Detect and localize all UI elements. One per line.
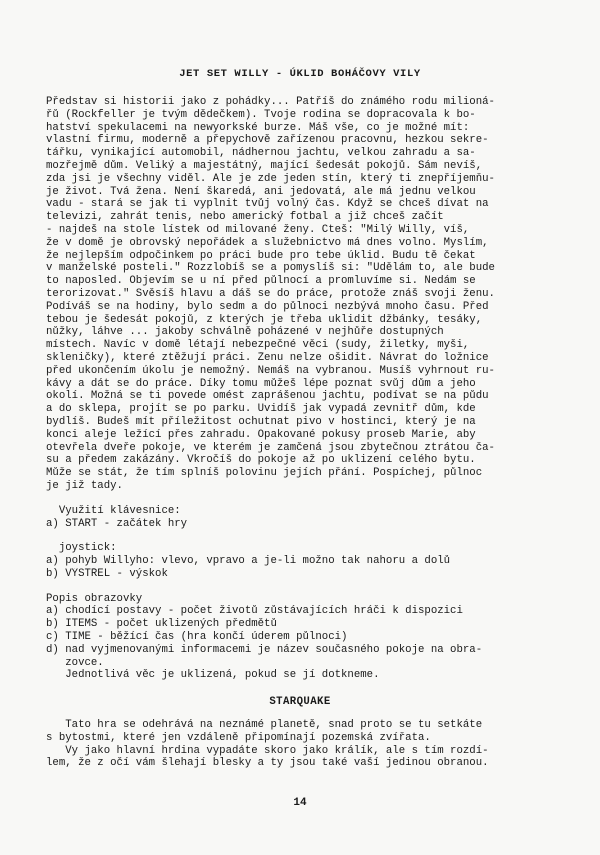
text-line: terorizovat." Svěsíš hlavu a dáš se do práce, protože znáš svoji ženu. [46, 287, 495, 300]
keyboard-controls [46, 505, 554, 531]
text-line: c) TIME - běžící čas (hra končí úderem půlnoci) [46, 631, 348, 644]
page-number: 14 [293, 797, 307, 809]
text-line: Popis obrazovky [46, 592, 143, 605]
text-line: vlastní firmu, moderně a přepychově zařízenou pracovnu, hezkou sekre- [46, 134, 489, 147]
article-title: JET SET WILLY - ÚKLID BOHÁČOVY VILY [179, 68, 421, 80]
starquake-paragraph [46, 719, 554, 770]
text-line: - najdeš na stole lístek od milované ženy. Čteš: "Milý Willy, víš, [46, 223, 470, 236]
joystick-controls [46, 542, 554, 580]
text-line: že nejlepším odpočinkem po práci bude pro tebe úklid. Budu tě čekat [46, 249, 476, 262]
text-line: je již tady. [46, 479, 123, 492]
text-line: su a předem zakázány. Vkročíš do pokoje až po uklizení celého bytu. [46, 454, 476, 467]
text-line: že v domě je obrovský nepořádek a služebnictvo má dnes volno. Myslím, [46, 236, 489, 249]
text-line: d) nad vyjmenovanými informacemi je název současného pokoje na obra- [46, 643, 483, 656]
section-title: STARQUAKE [269, 696, 331, 709]
text-line: konci aleje ležící přes zahradu. Opakované pokusy proseb Marie, aby [46, 428, 476, 441]
text-line: místech. Navíc v domě létají nebezpečné věci (sudy, žiletky, myši, [46, 339, 470, 352]
text-line: před ukončením úkolu je nemožný. Nemáš na vybranou. Musíš vyhrnout ru- [46, 364, 495, 377]
text-line: zda jsi je všechny viděl. Ale je zde jeden stín, který ti znepříjemňu- [46, 172, 495, 185]
screen-description [46, 593, 554, 683]
story-paragraph [46, 96, 554, 493]
text-line: b) VÝSTŘEL - výskok [46, 567, 168, 580]
text-line: a) chodící postavy - počet životů zůstávajících hráči k dispozici [46, 605, 463, 618]
text-line: a) pohyb Willyho: vlevo, vpravo a je-li možno tak nahoru a dolů [46, 555, 451, 568]
text-line: b) ITEMS - počet uklizených předmětů [46, 618, 277, 631]
text-line: Podíváš se na hodiny, bylo sedm a do půlnoci nezbývá mnoho času. Před [46, 300, 489, 313]
text-line: kávy a dát se do práce. Díky tomu můžeš lépe poznat svůj dům a jeho [46, 377, 476, 390]
text-line: to naposled. Objevím se u ní před půlnocí a promluvíme si. Nedám se [46, 275, 476, 288]
text-line: otevřela dveře pokoje, ve kterém je zamčená jsou zbytečnou ztrátou ča- [46, 441, 495, 454]
text-line: televizi, zahrát tenis, nebo americký fotbal a již chceš začít [46, 211, 444, 224]
text-line: joystick: [46, 542, 117, 555]
article-body [46, 96, 554, 770]
text-line: nůžky, láhve ... jakoby schválně poházené v nejhůře dostupných [46, 326, 444, 339]
text-line: je život. Tvá žena. Není škaredá, ani jedovatá, ale má jednu velkou [46, 185, 476, 198]
text-line: lem, že z očí vám šlehají blesky a ty jsou také vaší jedinou obranou. [46, 757, 489, 770]
text-line: skleničky), které ztěžují práci. Ženu nelze ošidit. Návrat do ložnice [46, 351, 489, 364]
text-line: Vy jako hlavní hrdina vypadáte skoro jako králík, ale s tím rozdí- [46, 744, 489, 757]
text-line: s bytostmi, které jen vzdáleně připomínají pozemská zvířata. [46, 731, 431, 744]
text-line: Využití klávesnice: [46, 504, 181, 517]
text-line: v manželské posteli." Rozzlobíš se a pomyslíš si: "Udělám to, ale bude [46, 262, 495, 275]
text-line: Tato hra se odehrává na neznámé planetě, snad proto se tu setkáte [46, 719, 483, 732]
text-line: řů (Rockfeller je tvým dědečkem). Tvoje rodina se dopracovala k bo- [46, 108, 476, 121]
text-line: hatství spekulacemi na newyorkské burze. Máš vše, co je možné mít: [46, 121, 470, 134]
text-line: Může se stát, že tím splníš polovinu jejích přání. Pospíchej, půlnoc [46, 467, 483, 480]
text-line: vadu - stará se jak ti vyplnit tvůj volný čas. Když se chceš dívat na [46, 198, 489, 211]
text-line: mozřejmě dům. Veliký a majestátný, mající šedesát pokojů. Sám nevíš, [46, 159, 483, 172]
text-line: Představ si historii jako z pohádky... Patříš do známého rodu milioná- [46, 96, 495, 108]
text-line: zovce. [46, 656, 104, 669]
text-line: a do sklepa, projít se po parku. Uvidíš jak vypadá zevnitř dům, kde [46, 403, 476, 416]
text-line: a) START - začátek hry [46, 517, 188, 530]
text-line: okolí. Možná se ti povede omést zaprášenou jachtu, podívat se na půdu [46, 390, 489, 403]
text-line: bydlíš. Budeš mít příležitost ochutnat pivo v hostinci, který je na [46, 415, 476, 428]
text-line: tebou je šedesát pokojů, z kterých je třeba uklidit džbánky, tesáky, [46, 313, 483, 326]
text-line: tářku, vynikající automobil, nádhernou jachtu, velkou zahradu a sa- [46, 147, 476, 160]
text-line: Jednotlivá věc je uklizená, pokud se jí dotkneme. [46, 669, 380, 682]
